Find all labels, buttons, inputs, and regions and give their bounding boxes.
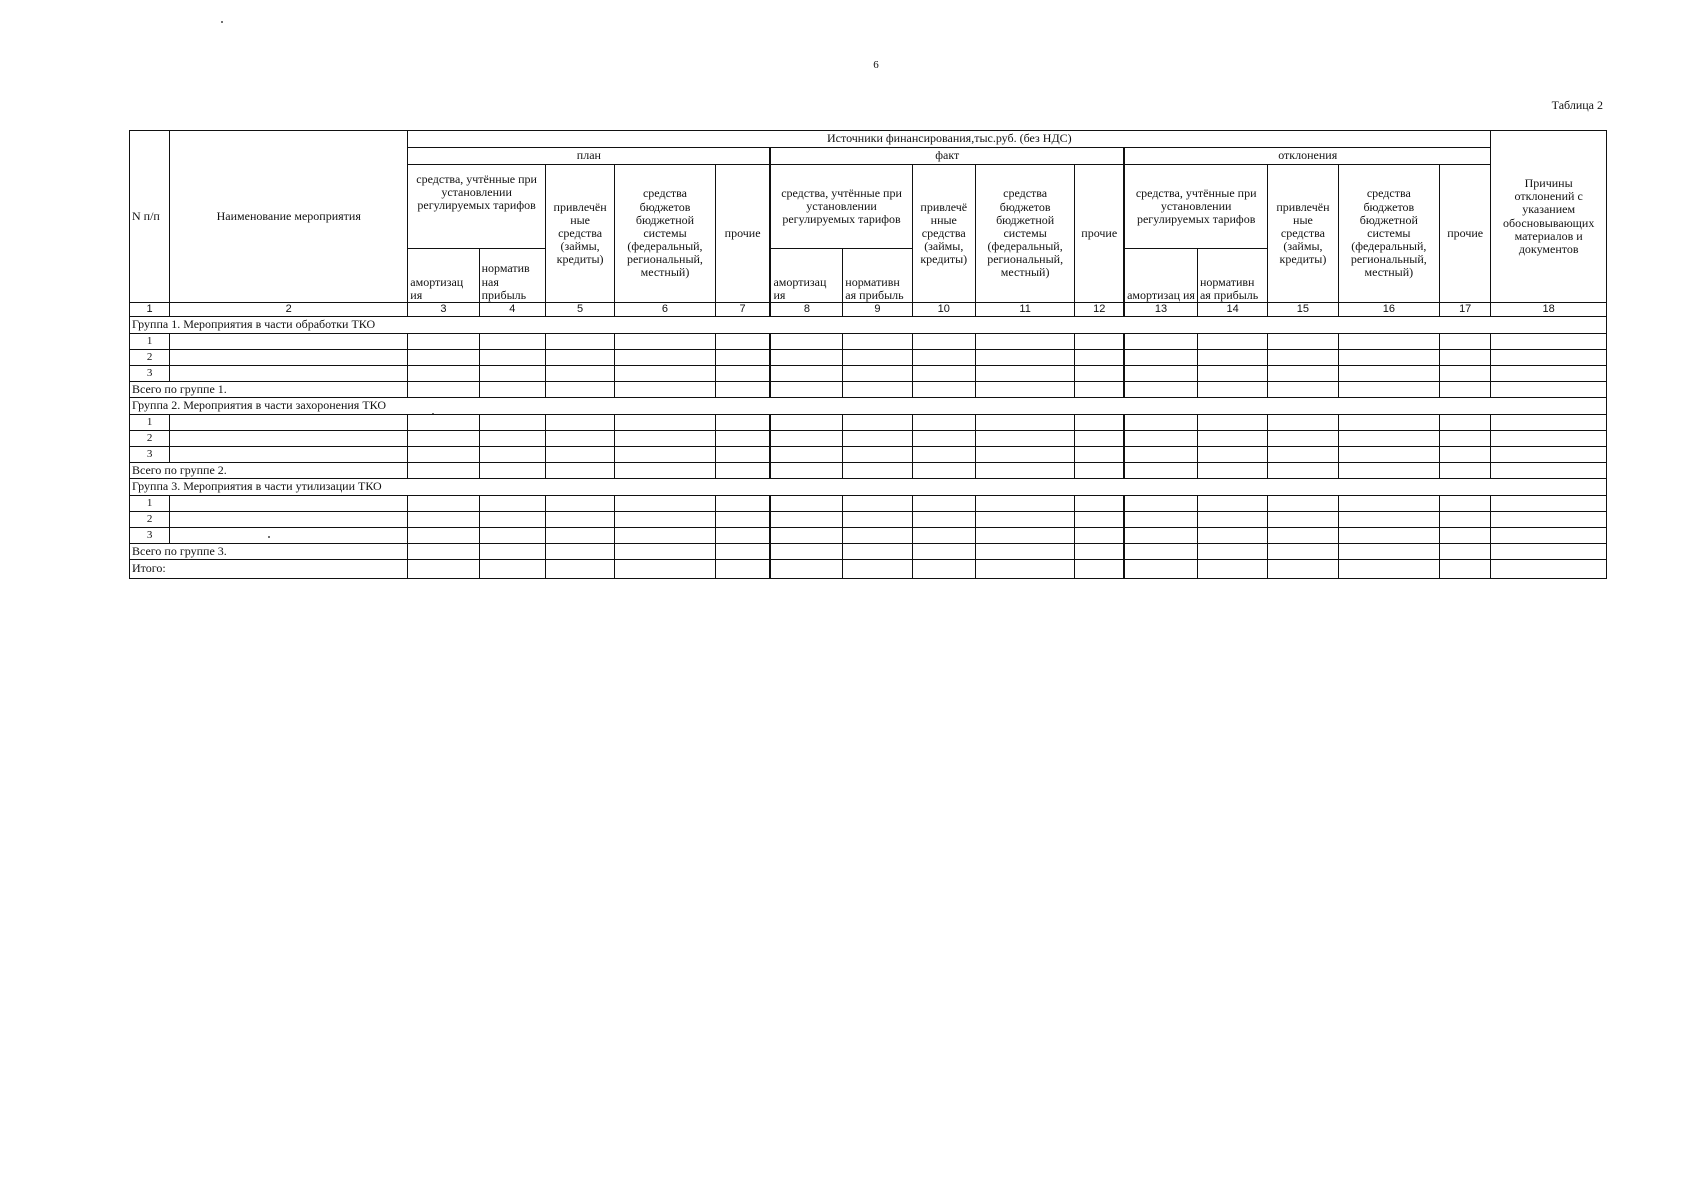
scan-speck — [221, 21, 223, 23]
table-row — [130, 528, 1607, 544]
fact-attracted-header: привлечё нные средства (займы, кредиты) — [912, 165, 975, 303]
table-row — [130, 415, 1607, 431]
group-title: Группа 1. Мероприятия в части обработки ТКО — [130, 317, 1607, 334]
dev-other-header: прочие — [1440, 165, 1491, 303]
group-total-row — [130, 382, 1607, 398]
table-row — [130, 447, 1607, 463]
grand-total-label: Итого: — [130, 560, 408, 579]
group-title: Группа 3. Мероприятия в части утилизации ТКО — [130, 479, 1607, 496]
row-number: 3 — [130, 366, 170, 382]
dev-budget-header: средства бюджетов бюджетной системы (федеральный, региональный, местный) — [1338, 165, 1439, 303]
row-number: 1 — [130, 334, 170, 350]
plan-amort-header: амортизац ия — [408, 249, 479, 303]
column-number: 6 — [615, 303, 715, 317]
column-number: 10 — [912, 303, 975, 317]
table-row — [130, 431, 1607, 447]
header-npp: N п/п — [130, 131, 170, 303]
table-row — [130, 350, 1607, 366]
row-number: 1 — [130, 496, 170, 512]
column-number: 16 — [1338, 303, 1439, 317]
plan-other-header: прочие — [715, 165, 770, 303]
header-fact: факт — [770, 148, 1124, 165]
group-total-row — [130, 463, 1607, 479]
fact-tariff-header: средства, учтённые при установлении регулируемых тарифов — [770, 165, 912, 249]
column-number: 13 — [1124, 303, 1197, 317]
fact-amort-header: амортизац ия — [770, 249, 842, 303]
financing-table — [129, 130, 1607, 579]
plan-tariff-header: средства, учтённые при установлении регулируемых тарифов — [408, 165, 546, 249]
group-total-label: Всего по группе 1. — [130, 382, 408, 398]
dev-profit-header: нормативн ая прибыль — [1197, 249, 1267, 303]
column-number: 3 — [408, 303, 479, 317]
row-number: 2 — [130, 431, 170, 447]
row-number: 2 — [130, 350, 170, 366]
group-header-row — [130, 479, 1607, 496]
column-number: 4 — [479, 303, 545, 317]
column-number: 8 — [770, 303, 842, 317]
column-number: 7 — [715, 303, 770, 317]
fact-profit-header: нормативн ая прибыль — [843, 249, 912, 303]
row-number: 2 — [130, 512, 170, 528]
column-number: 5 — [545, 303, 614, 317]
column-number: 18 — [1491, 303, 1607, 317]
plan-attracted-header: привлечён ные средства (займы, кредиты) — [545, 165, 614, 303]
table-row — [130, 512, 1607, 528]
page-number: 6 — [873, 59, 879, 71]
group-total-row — [130, 544, 1607, 560]
row-number: 1 — [130, 415, 170, 431]
fact-other-header: прочие — [1075, 165, 1124, 303]
table-row — [130, 334, 1607, 350]
column-number: 12 — [1075, 303, 1124, 317]
group-header-row — [130, 317, 1607, 334]
header-sources: Источники финансирования,тыс.руб. (без НДС) — [408, 131, 1491, 148]
header-deviations: отклонения — [1124, 148, 1491, 165]
table-row — [130, 366, 1607, 382]
row-number: 3 — [130, 447, 170, 463]
plan-budget-header: средства бюджетов бюджетной системы (федеральный, региональный, местный) — [615, 165, 715, 303]
group-total-label: Всего по группе 3. — [130, 544, 408, 560]
header-reasons: Причины отклонений с указанием обосновывающих материалов и документов — [1491, 131, 1607, 303]
column-number: 14 — [1197, 303, 1267, 317]
group-total-label: Всего по группе 2. — [130, 463, 408, 479]
column-number-row — [130, 303, 1607, 317]
column-number: 15 — [1268, 303, 1338, 317]
column-number: 17 — [1440, 303, 1491, 317]
dev-attracted-header: привлечён ные средства (займы, кредиты) — [1268, 165, 1338, 303]
grand-total-row — [130, 560, 1607, 579]
column-number: 9 — [843, 303, 912, 317]
group-header-row — [130, 398, 1607, 415]
column-number: 1 — [130, 303, 170, 317]
group-title: Группа 2. Мероприятия в части захоронения ТКО — [130, 398, 1607, 415]
dev-amort-header: амортизац ия — [1124, 249, 1197, 303]
header-plan: план — [408, 148, 771, 165]
column-number: 2 — [170, 303, 408, 317]
header-name: Наименование мероприятия — [170, 131, 408, 303]
table-label: Таблица 2 — [1551, 98, 1603, 112]
dev-tariff-header: средства, учтённые при установлении регулируемых тарифов — [1124, 165, 1268, 249]
fact-budget-header: средства бюджетов бюджетной системы (федеральный, региональный, местный) — [975, 165, 1074, 303]
row-number: 3 — [130, 528, 170, 544]
plan-profit-header: норматив ная прибыль — [479, 249, 545, 303]
column-number: 11 — [975, 303, 1074, 317]
table-row — [130, 496, 1607, 512]
